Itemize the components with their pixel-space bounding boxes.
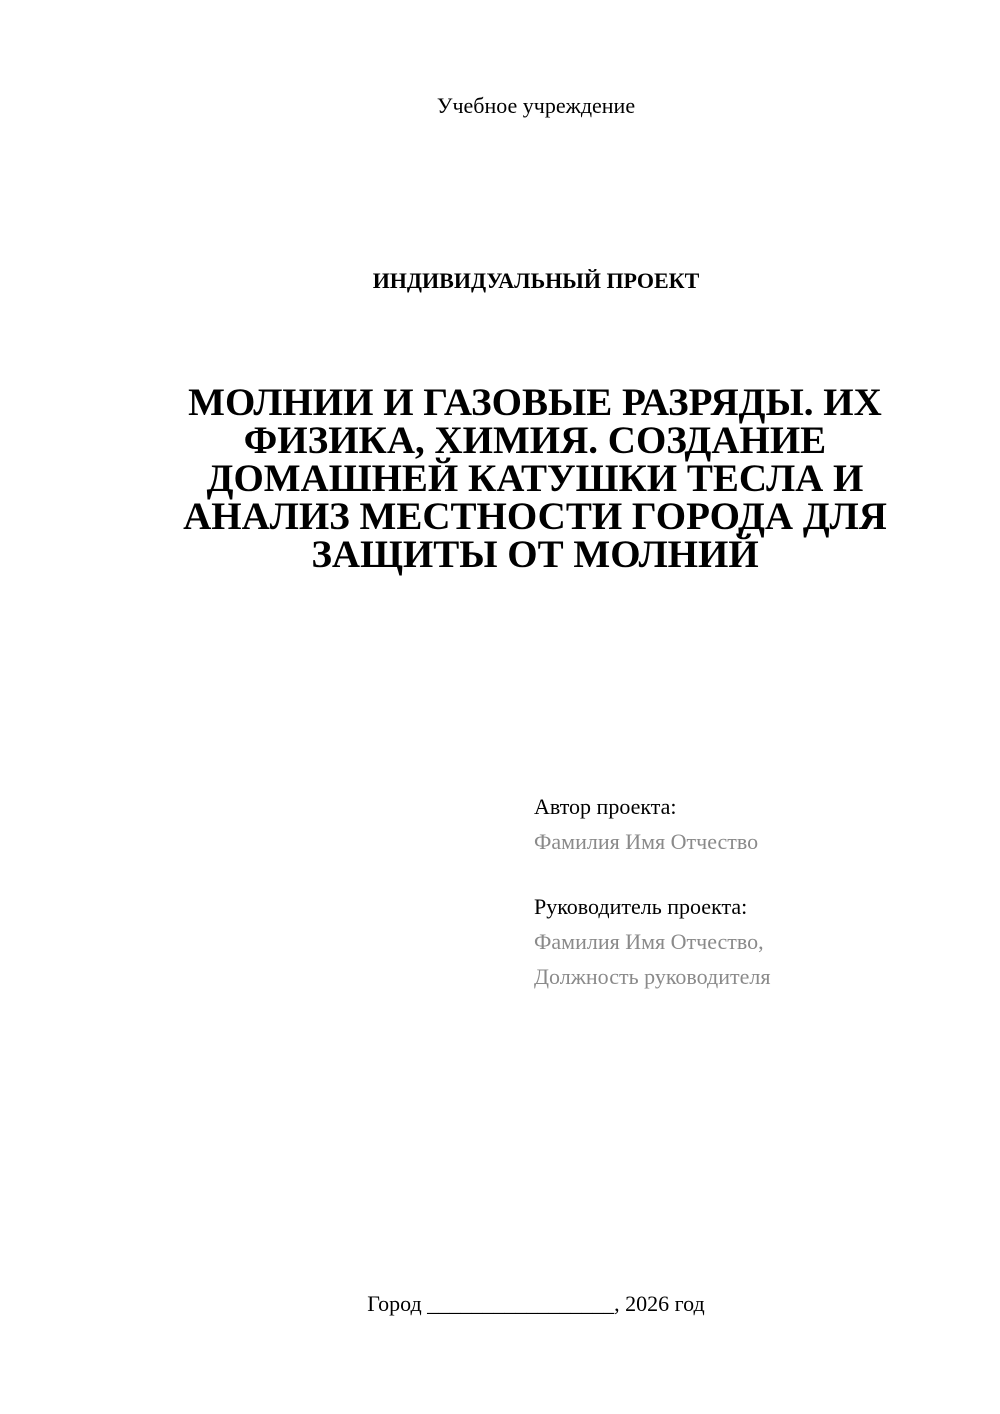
author-name: Фамилия Имя Отчество bbox=[534, 829, 759, 854]
supervisor-label: Руководитель проекта: bbox=[534, 894, 748, 919]
supervisor-name: Фамилия Имя Отчество, bbox=[534, 929, 764, 954]
institution-name: Учебное учреждение bbox=[436, 93, 636, 118]
city-year-line: Город _________________, 2026 год bbox=[367, 1291, 705, 1316]
project-title-line: ФИЗИКА, ХИМИЯ. СОЗДАНИЕ bbox=[243, 419, 827, 462]
credits-spacer bbox=[534, 859, 974, 889]
project-title-line: МОЛНИИ И ГАЗОВЫЕ РАЗРЯДЫ. ИХ bbox=[188, 381, 882, 424]
project-title bbox=[170, 381, 900, 576]
project-title-line: ДОМАШНЕЙ КАТУШКИ ТЕСЛА И bbox=[206, 457, 864, 500]
project-type-heading: ИНДИВИДУАЛЬНЫЙ ПРОЕКТ bbox=[372, 268, 700, 293]
project-title-line: ЗАЩИТЫ ОТ МОЛНИЙ bbox=[311, 533, 759, 576]
supervisor-position: Должность руководителя bbox=[534, 964, 771, 989]
project-title-line: АНАЛИЗ МЕСТНОСТИ ГОРОДА ДЛЯ bbox=[183, 495, 887, 538]
author-label: Автор проекта: bbox=[534, 794, 677, 819]
credits-block bbox=[534, 789, 974, 994]
